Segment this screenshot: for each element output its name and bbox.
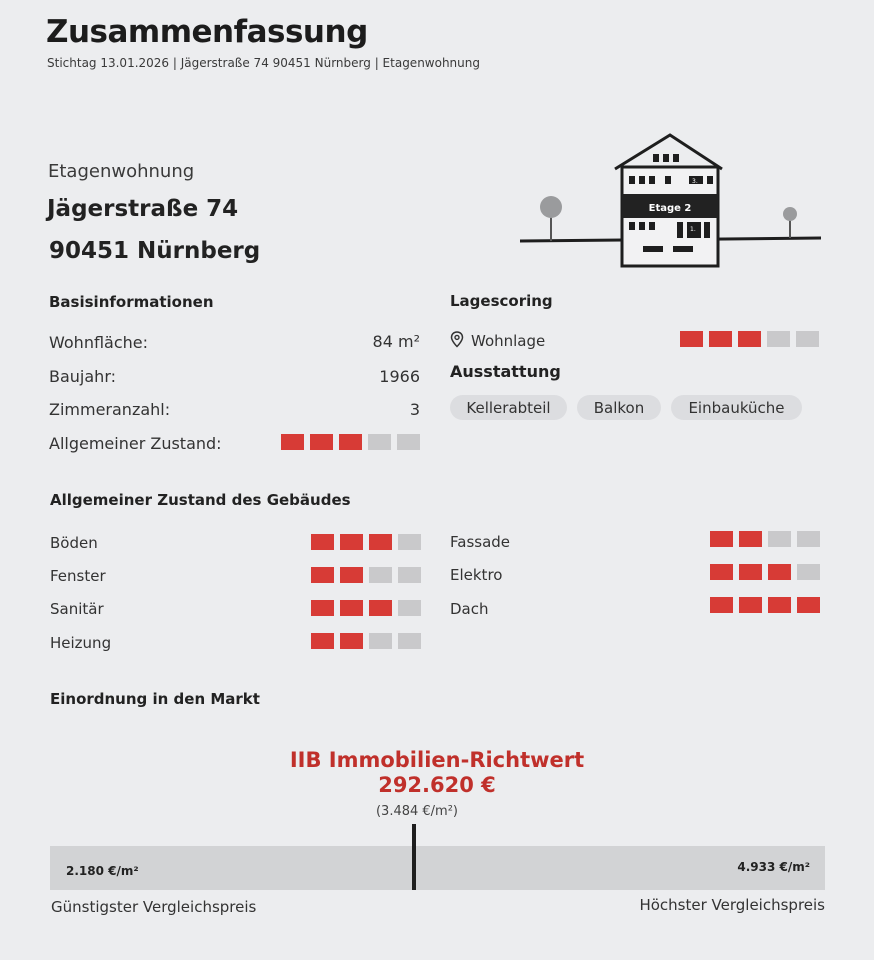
property-street: Jägerstraße 74 [47, 196, 239, 222]
area-label: Wohnfläche: [49, 333, 149, 352]
rating-box-filled [339, 434, 362, 450]
fenster-rating [311, 567, 421, 583]
ausstattung-heading: Ausstattung [450, 362, 561, 381]
price-min: 2.180 €/m² [66, 864, 139, 878]
chip-einbaukueche: Einbauküche [671, 395, 802, 420]
rating-box-filled [340, 600, 363, 616]
rating-box-filled [340, 567, 363, 583]
fassade-rating [710, 531, 820, 547]
chip-balkon: Balkon [577, 395, 661, 420]
rating-box-filled [768, 597, 791, 613]
heizung-rating [311, 633, 421, 649]
rating-box-empty [767, 331, 790, 347]
rating-box-filled [369, 600, 392, 616]
rating-box-empty [398, 534, 421, 550]
rating-box-empty [796, 331, 819, 347]
rating-box-empty [398, 633, 421, 649]
sanitaer-rating [311, 600, 421, 616]
boeden-label: Böden [50, 534, 98, 552]
property-city: 90451 Nürnberg [49, 238, 261, 264]
condition-label: Allgemeiner Zustand: [49, 434, 222, 453]
rooms-label: Zimmeranzahl: [49, 400, 171, 419]
rating-box-filled [311, 600, 334, 616]
rating-box-filled [797, 597, 820, 613]
page-title: Zusammenfassung [46, 14, 368, 50]
rating-box-empty [797, 531, 820, 547]
rating-box-filled [710, 597, 733, 613]
rating-box-empty [369, 633, 392, 649]
max-price-label: Höchster Vergleichspreis [639, 896, 825, 914]
chip-kellerabteil: Kellerabteil [450, 395, 567, 420]
price-max: 4.933 €/m² [737, 860, 810, 874]
condition-rating [281, 434, 420, 450]
floor-mark-bottom: 1. [690, 226, 696, 233]
wohnlage-label: Wohnlage [471, 332, 546, 350]
year-label: Baujahr: [49, 367, 116, 386]
house-illustration [515, 130, 825, 272]
rating-box-filled [311, 567, 334, 583]
rating-box-filled [738, 331, 761, 347]
rating-box-filled [709, 331, 732, 347]
rating-box-filled [311, 534, 334, 550]
property-type: Etagenwohnung [48, 161, 195, 182]
rating-box-filled [369, 534, 392, 550]
rating-box-filled [710, 531, 733, 547]
sanitaer-label: Sanitär [50, 600, 104, 618]
rating-box-empty [398, 600, 421, 616]
market-per-sqm: (3.484 €/m²) [375, 804, 459, 819]
rating-box-filled [739, 531, 762, 547]
building-heading: Allgemeiner Zustand des Gebäudes [50, 491, 351, 509]
rating-box-filled [340, 534, 363, 550]
rating-box-filled [739, 597, 762, 613]
rating-box-empty [768, 531, 791, 547]
market-headline: IIB Immobilien-Richtwert [289, 748, 585, 772]
page-subtitle: Stichtag 13.01.2026 | Jägerstraße 74 90451 Nürnberg | Etagenwohnung [47, 56, 480, 70]
rating-box-filled [340, 633, 363, 649]
rooms-value: 3 [409, 400, 420, 419]
area-value: 84 m² [372, 332, 420, 351]
fenster-label: Fenster [50, 567, 106, 585]
rating-box-filled [739, 564, 762, 580]
rating-box-filled [710, 564, 733, 580]
year-value: 1966 [379, 367, 420, 386]
basis-heading: Basisinformationen [49, 293, 214, 311]
rating-box-filled [680, 331, 703, 347]
rating-box-filled [310, 434, 333, 450]
market-heading: Einordnung in den Markt [50, 690, 260, 708]
rating-box-filled [768, 564, 791, 580]
rating-box-filled [311, 633, 334, 649]
market-value: 292.620 € [378, 773, 496, 797]
location-pin-icon [450, 331, 464, 348]
elektro-rating [710, 564, 820, 580]
heizung-label: Heizung [50, 634, 112, 652]
rating-box-filled [281, 434, 304, 450]
fassade-label: Fassade [450, 533, 511, 551]
floor-mark-top: 3. [692, 178, 698, 185]
rating-box-empty [368, 434, 391, 450]
dach-label: Dach [450, 600, 489, 618]
min-price-label: Günstigster Vergleichspreis [51, 898, 257, 916]
rating-box-empty [797, 564, 820, 580]
wohnlage-rating [680, 331, 819, 347]
dach-rating [710, 597, 820, 613]
lage-heading: Lagescoring [450, 292, 553, 310]
rating-box-empty [398, 567, 421, 583]
elektro-label: Elektro [450, 566, 503, 584]
rating-box-empty [369, 567, 392, 583]
floor-label: Etage 2 [648, 203, 692, 214]
rating-box-empty [397, 434, 420, 450]
price-marker [412, 824, 416, 890]
boeden-rating [311, 534, 421, 550]
